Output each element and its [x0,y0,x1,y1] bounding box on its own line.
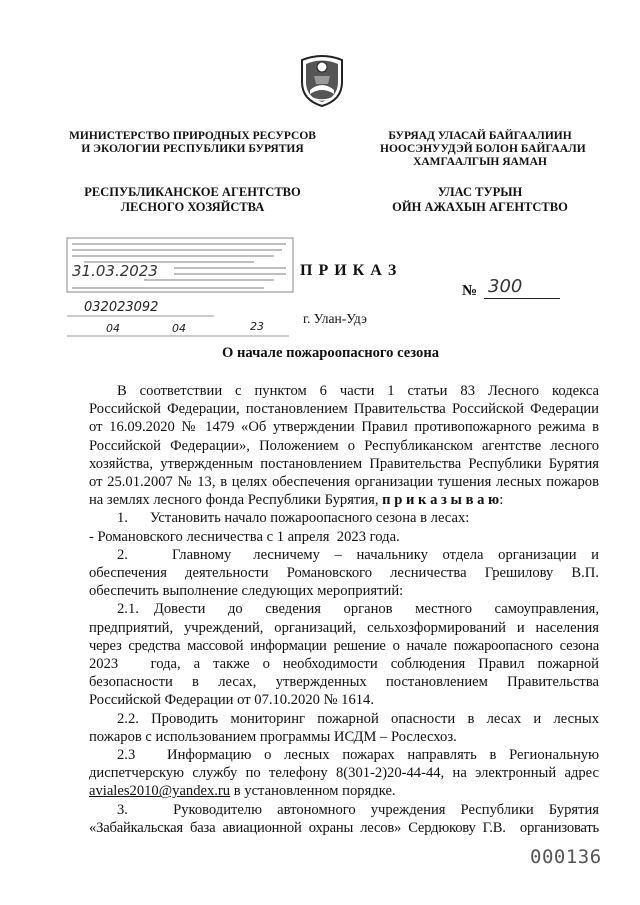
intro-line: Российской Федерации, постановлением Правительства Российской Федерации [89,401,599,418]
orders-word: п р и к а з ы в а ю [382,492,500,509]
coat-of-arms-emblem [296,52,348,108]
stamp-reg-year: 23 [250,320,264,333]
item-2-2-line: 2.2. Проводить мониторинг пожарной опасности в лесах и лесных [117,710,599,727]
intro-line: В соответствии с пунктом 6 части 1 статьи 83 Лесного кодекса [117,383,599,399]
item-1: 1. Установить начало пожароопасного сезона в лесах: [117,510,470,527]
stamp-reg-month: 04 [172,322,186,335]
stamp-reg-day: 04 [106,322,120,335]
item-2-1-line: предприятий, учреждений, организаций, сельхозформирований и населения [89,619,599,636]
item-2-3-last: aviales2010@yandex.ru в установленном порядке. [89,783,396,800]
item-2-last: обеспечить выполнение следующих мероприятий: [89,583,404,600]
item-3-line: 3. Руководителю автономного учреждения Республики Бурятия [117,801,599,818]
item-2-line: 2. Главному лесничему – начальнику отдела организации и [117,546,599,563]
item-3-line: «Забайкальская база авиационной охраны лесов» Сердюкову Г.В. организовать [89,819,599,836]
order-number-underline [484,298,560,299]
intro-line: Российской Федерации», Положением о Республиканском агентстве лесного [89,437,599,454]
order-subject: О начале пожароопасного сезона [222,345,440,361]
stamp-date-handwritten: 31.03.2023 [72,262,158,280]
email-link[interactable]: aviales2010@yandex.ru [89,783,231,800]
order-city: г. Улан-Удэ [303,311,367,326]
item-2-3-line: диспетчерскую службу по телефону 8(301-2)20-44-44, на электронный адрес [89,765,599,782]
right-agency-name: УЛАС ТУРЫН ОЙН АЖАХЫН АГЕНТСТВО [392,185,568,214]
item-2-1-line: через средства массовой информации решение о начале пожароопасного сезона [89,637,599,654]
item-1-sub: - Романовского лесничества с 1 апреля 2023 года. [89,528,400,545]
intro-line: хозяйства, утвержденным постановлением Правительства Республики Бурятия [89,455,599,472]
item-2-line: обеспечения деятельности Романовского лесничества Грешилову В.П. [89,565,599,582]
item-2-1-line: 2.1. Довести до сведения органов местного самоуправления, [117,601,599,618]
order-body [89,382,599,837]
item-2-1-line: безопасности в лесах, утвержденных постановлением Правительства [89,674,599,691]
right-ministry-name: БУРЯАД УЛАСАЙ БАЙГААЛИИН НООСЭНУУДЭЙ БОЛОН БАЙГААЛИ ХАМГААЛГЫН ЯАМАН [380,130,586,168]
order-title: П Р И К А З [300,262,398,279]
item-2-1-line: 2023 года, а также о необходимости соблюдения Правил пожарной [89,656,599,673]
left-agency-name: РЕСПУБЛИКАНСКОЕ АГЕНТСТВО ЛЕСНОГО ХОЗЯЙСТВА [84,185,301,214]
page-counter: 000136 [530,846,602,868]
registration-stamp [64,236,296,344]
left-ministry-name: МИНИСТЕРСТВО ПРИРОДНЫХ РЕСУРСОВ И ЭКОЛОГИИ РЕСПУБЛИКИ БУРЯТИЯ [69,130,316,155]
order-number-label: № [462,283,478,299]
intro-line: от 25.01.2007 № 13, в целях обеспечения организации тушения лесных пожаров [89,474,599,491]
order-number-value: 300 [488,276,523,297]
item-2-3-line: 2.3 Информацию о лесных пожарах направлять в Региональную [117,747,599,764]
item-2-1-last: Российской Федерации от 07.10.2020 № 1614. [89,692,374,709]
intro-last-line: на землях лесного фонда Республики Бурятия, п р и к а з ы в а ю: [89,492,504,509]
item-2-2-last: пожаров с использованием программы ИСДМ – Рослесхоз. [89,728,457,745]
intro-line: от 16.09.2020 № 1479 «Об утверждении Правил противопожарного режима в [89,419,599,436]
stamp-reg-number-handwritten: 032023092 [84,300,159,315]
